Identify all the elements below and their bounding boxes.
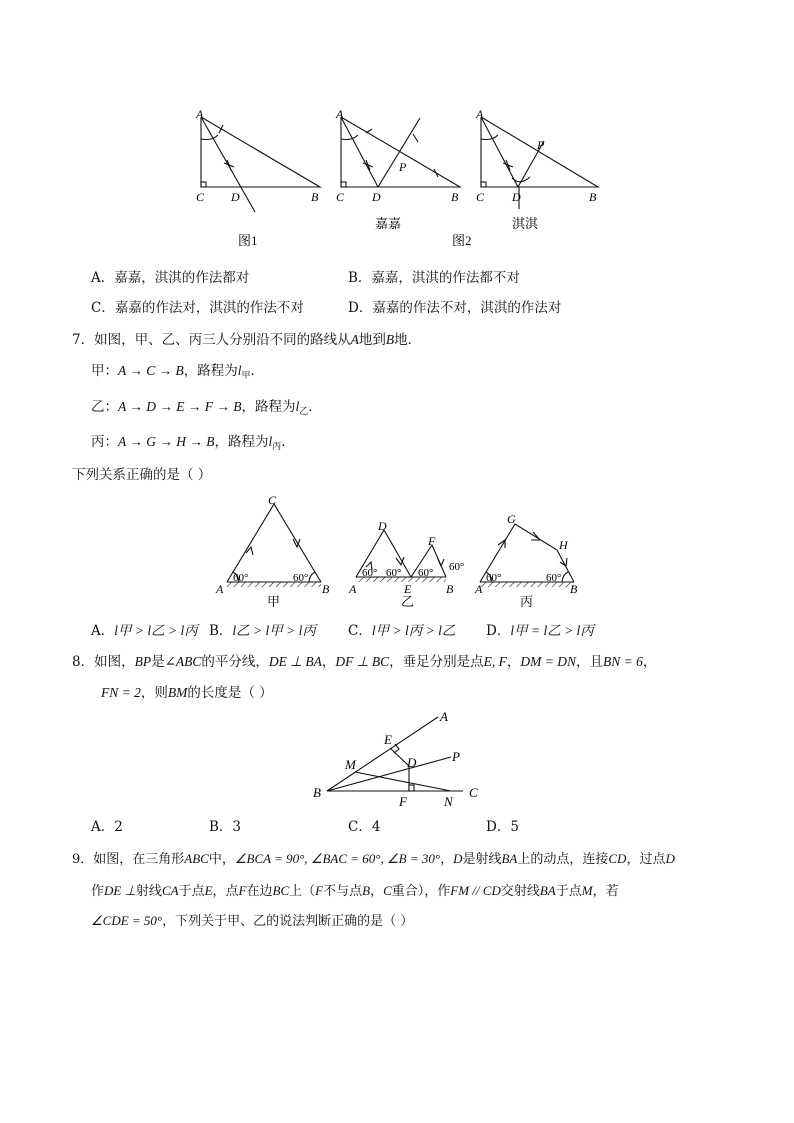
fig2a-label-p: P <box>399 160 407 174</box>
q7-jia-angle-left: 60° <box>233 572 249 584</box>
fig1-label-c: C <box>196 190 205 204</box>
q8-option-c: C．4 <box>348 819 381 835</box>
fig2b-label-d: D <box>512 190 521 204</box>
q7-bing-angle-left: 60° <box>486 572 502 584</box>
q7-option-b: B．l乙 > l甲 > l丙 <box>209 623 316 639</box>
q7-yi-label-e: E <box>404 582 412 596</box>
fig2a-label-b: B <box>451 190 459 204</box>
q7-yi-label-b: B <box>446 582 454 596</box>
fig2a-label-d: D <box>372 190 381 204</box>
q7-route-jia: 甲：A → C → B，路程为$l_甲$． <box>91 363 265 381</box>
fig1-caption: 图1 <box>238 233 258 248</box>
q8-option-d: D．5 <box>486 819 519 835</box>
q6-option-c: C．嘉嘉的作法对，淇淇的作法不对 <box>91 300 304 316</box>
q7-question: 下列关系正确的是（ ） <box>72 467 212 483</box>
q7-option-d: D．l甲 = l乙 > l丙 <box>486 623 594 639</box>
q7-jia-caption: 甲 <box>267 594 281 609</box>
q8-figure <box>327 717 463 791</box>
q8-label-p: P <box>452 749 460 764</box>
q8-label-m: M <box>345 757 356 772</box>
q7-yi-caption: 乙 <box>401 594 415 609</box>
q7-yi-label-a: A <box>349 582 357 596</box>
q8-option-a: A．2 <box>91 819 123 835</box>
fig1-label-d: D <box>231 190 240 204</box>
q6-option-b: B．嘉嘉，淇淇的作法都不对 <box>348 270 520 286</box>
fig2b-label-a: A <box>476 107 484 121</box>
q6-option-d: D．嘉嘉的作法不对，淇淇的作法对 <box>348 300 562 316</box>
q7-bing-label-g: G <box>507 512 516 526</box>
fig6-figure1 <box>201 117 320 212</box>
q7-yi-angle-4: 60° <box>449 561 465 573</box>
q7-yi-angle-1: 60° <box>362 567 378 579</box>
q8-label-e: E <box>384 732 392 747</box>
q9-line2: 作DE ⊥射线CA于点E，点F在边BC上（F不与点B，C重合），作FM // CD交射线BA于点M，若 <box>91 883 619 899</box>
q7-yi-angle-2: 60° <box>386 567 402 579</box>
q9-line1: 9．如图，在三角形ABC中，∠BCA = 90°, ∠BAC = 60°, ∠B = 30°，D是射线BA上的动点，连接CD，过点D <box>72 851 675 867</box>
q7-yi-label-f: F <box>428 534 436 548</box>
q7-route-bing: 丙：A → G → H → B，路程为$l_丙$． <box>91 434 295 452</box>
fig2b-label-c: C <box>476 190 485 204</box>
q7-bing-angle-right: 60° <box>546 572 562 584</box>
q7-bing-label-h: H <box>559 538 568 552</box>
fig2b-label-p: P <box>537 138 545 152</box>
fig2-jiajia-name: 嘉嘉 <box>375 216 402 231</box>
q7-jia-label-c: C <box>268 493 277 507</box>
q8-label-f: F <box>399 794 407 809</box>
q7-bing-label-b: B <box>570 582 578 596</box>
q7-bing-label-a: A <box>475 582 483 596</box>
q8-option-b: B．3 <box>209 819 242 835</box>
fig6-figure2-qiqi <box>481 117 598 209</box>
fig2-caption: 图2 <box>452 233 472 248</box>
q8-stem-line1: 8．如图，BP是∠ABC的平分线，DE ⊥ BA，DF ⊥ BC，垂足分别是点E, F，DM = DN，且BN = 6， <box>72 654 657 670</box>
q7-yi-label-d: D <box>378 519 387 533</box>
fig1-label-a: A <box>196 107 204 121</box>
fig2a-label-c: C <box>336 190 345 204</box>
q8-label-d: D <box>407 755 417 770</box>
q7-option-a: A．l甲 > l乙 > l丙 <box>91 623 198 639</box>
q8-label-b: B <box>313 785 321 800</box>
q7-stem: 7．如图，甲、乙、丙三人分别沿不同的路线从A地到B地． <box>72 332 422 348</box>
q7-jia-angle-right: 60° <box>293 572 309 584</box>
q9-line3: ∠CDE = 50°，下列关于甲、乙的说法判断正确的是（ ） <box>91 913 414 929</box>
q6-option-a: A．嘉嘉，淇淇的作法都对 <box>91 270 250 286</box>
fig2a-label-a: A <box>336 107 344 121</box>
fig6-figure2-jiajia <box>341 117 460 187</box>
fig2b-label-b: B <box>589 190 597 204</box>
q7-option-c: C．l甲 > l丙 > l乙 <box>348 623 456 639</box>
q8-stem-line2: FN = 2，则BM的长度是（ ） <box>101 685 273 701</box>
q8-label-a: A <box>440 709 448 724</box>
q7-jia-label-a: A <box>216 582 224 596</box>
q7-bing-caption: 丙 <box>520 594 534 609</box>
q7-jia-label-b: B <box>322 582 330 596</box>
fig2-qiqi-name: 淇淇 <box>512 216 539 231</box>
q8-label-c: C <box>469 785 478 800</box>
fig1-label-b: B <box>311 190 319 204</box>
q7-route-yi: 乙：A → D → E → F → B，路程为$l_乙$． <box>91 399 322 417</box>
q8-label-n: N <box>444 794 453 809</box>
q7-yi-angle-3: 60° <box>418 567 434 579</box>
